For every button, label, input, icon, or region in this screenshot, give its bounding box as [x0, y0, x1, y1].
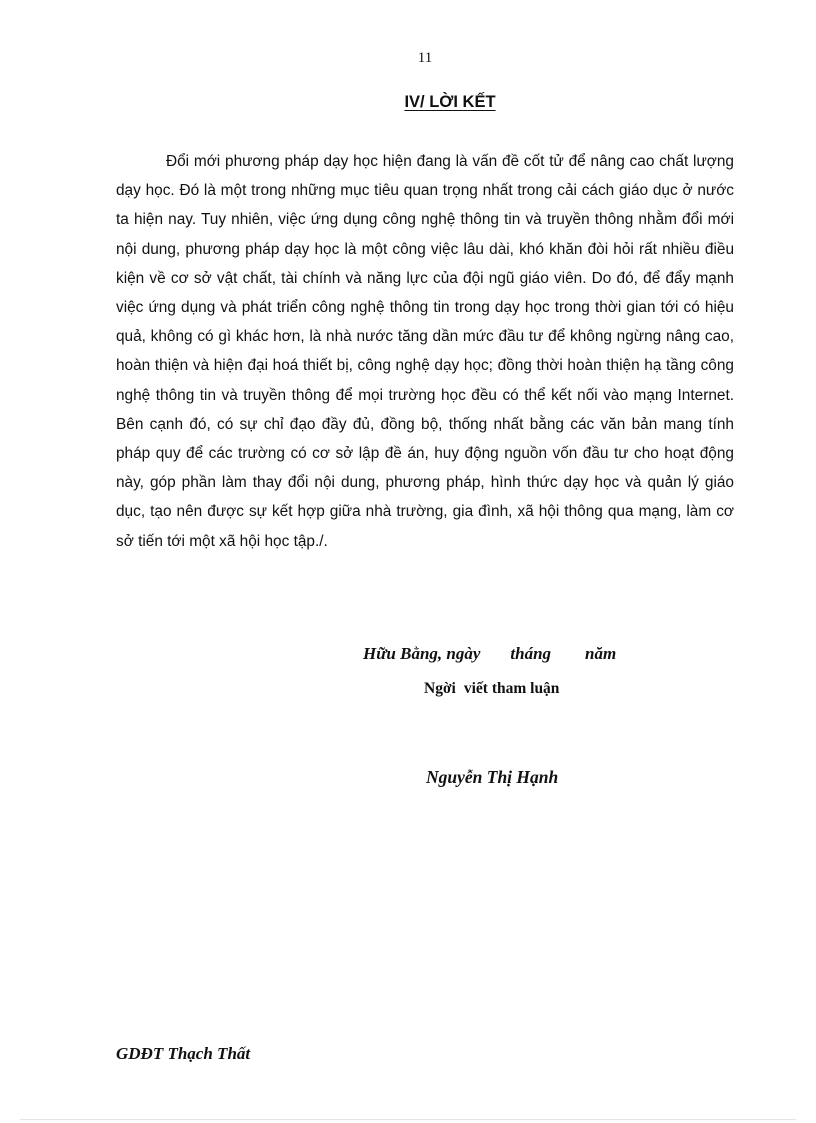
author-name: Nguyễn Thị Hạnh	[426, 767, 559, 787]
page-number: 11	[417, 50, 433, 66]
author-role	[424, 680, 559, 698]
year-label: năm	[585, 644, 617, 663]
author-role-part1: Ngời	[424, 680, 456, 697]
conclusion-paragraph: Đổi mới phương pháp dạy học hiện đang là vấn đề cốt tử để nâng cao chất lượng dạy học. Đó là một trong những mục tiêu quan trọng nhất trong cải cách giáo dục ở nước ta hiện nay. Tuy nhiên, việc ứng dụng công nghệ thông tin và truyền thông nhằm đổi mới nội dung, phương pháp dạy học là một công việc lâu dài, khó khăn đòi hỏi rất nhiều điều kiện về cơ sở vật chất, tài chính và năng lực của đội ngũ giáo viên. Do đó, để đẩy mạnh việc ứng dụng và phát triển công nghệ thông tin trong dạy học trong thời gian tới có hiệu quả, không có gì khác hơn, là nhà nước tăng dần mức đầu tư để không ngừng nâng cao, hoàn thiện và hiện đại hoá thiết bị, công nghệ dạy học; đồng thời hoàn thiện hạ tầng công nghệ thông tin và truyền thông để mọi trường học đều có thể kết nối vào mạng Internet. Bên cạnh đó, có sự chỉ đạo đầy đủ, đồng bộ, thống nhất bằng các văn bản mang tính pháp quy để các trường có cơ sở lập đề án, huy động nguồn vốn đầu tư cho hoạt động này, góp phần làm thay đổi nội dung, phương pháp, hình thức dạy học và quản lý giáo dục, tạo nên được sự kết hợp giữa nhà trường, gia đình, xã hội thông qua mạng, làm cơ sở tiến tới một xã hội học tập./.	[116, 153, 734, 550]
month-label: tháng	[510, 644, 552, 663]
page-bottom-divider	[20, 1119, 796, 1120]
section-heading: IV/ LỜI KẾT	[404, 93, 496, 111]
page-footer: GDĐT Thạch Thất	[116, 1044, 251, 1063]
author-role-part2: viết tham luận	[463, 680, 560, 697]
place-date-label: Hữu Bằng, ngày	[363, 644, 481, 663]
place-date-line	[363, 644, 616, 664]
